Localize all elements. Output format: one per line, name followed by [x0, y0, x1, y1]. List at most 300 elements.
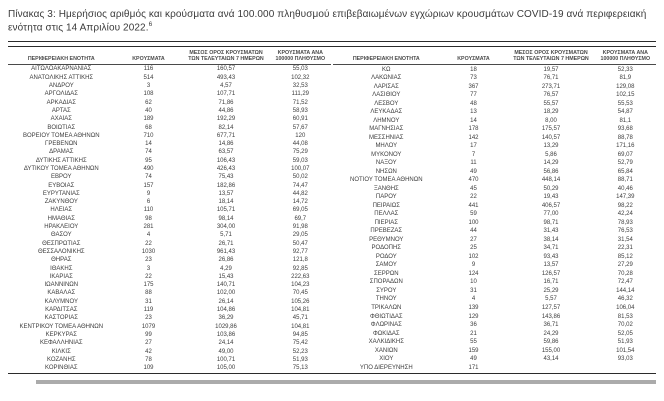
table-row — [8, 124, 331, 132]
value-cell: 57,67 — [292, 124, 308, 131]
table-row — [8, 206, 331, 214]
value-cell: 426,43 — [216, 165, 236, 172]
value-cell: 38,14 — [543, 236, 559, 243]
value-cell: 105,71 — [216, 207, 236, 214]
value-cell: 273,71 — [541, 83, 561, 90]
value-cell: 1030 — [141, 248, 156, 255]
value-cell: 104,86 — [216, 307, 236, 314]
value-cell: 88,78 — [617, 134, 633, 141]
value-cell: 18,29 — [543, 109, 559, 116]
column-header-cases: ΚΡΟΥΣΜΑΤΑ — [440, 50, 508, 65]
region-name-cell: ΑΡΤΑΣ — [51, 107, 71, 114]
table-row — [333, 202, 656, 211]
value-cell: 4 — [146, 232, 151, 239]
region-name-cell: ΗΛΕΙΑΣ — [50, 207, 73, 214]
value-cell: 4,57 — [220, 83, 232, 90]
value-cell: 71,86 — [218, 99, 234, 106]
table-row — [8, 306, 331, 314]
value-cell: 17 — [470, 143, 477, 150]
value-cell: 76,57 — [543, 92, 559, 99]
value-cell: 100 — [468, 219, 479, 226]
region-name-cell: ΜΥΚΟΝΟΥ — [371, 151, 402, 158]
table-row — [333, 244, 656, 253]
value-cell: 1079 — [141, 323, 156, 330]
value-cell: 192,29 — [216, 116, 236, 123]
table-row — [8, 223, 331, 231]
value-cell: 106,04 — [616, 304, 635, 311]
region-name-cell: ΦΘΙΩΤΙΔΑΣ — [369, 313, 403, 320]
value-cell: 110 — [143, 207, 154, 214]
table-row — [333, 100, 656, 109]
value-cell: 44,86 — [218, 107, 234, 114]
region-name-cell: ΚΑΒΑΛΑΣ — [47, 290, 76, 297]
table-row — [333, 329, 656, 338]
value-cell: 25,29 — [543, 287, 559, 294]
value-cell: 126,57 — [541, 270, 561, 277]
value-cell: 69,07 — [617, 151, 633, 158]
table-row — [8, 231, 331, 239]
region-name-cell: ΒΟΙΩΤΙΑΣ — [47, 124, 76, 131]
value-cell: 4 — [471, 296, 476, 303]
value-cell: 143,86 — [541, 313, 561, 320]
region-name-cell: ΘΕΣΠΡΩΤΙΑΣ — [42, 240, 81, 247]
value-cell: 104,81 — [291, 307, 310, 314]
value-cell: 121,8 — [292, 257, 308, 264]
value-cell: 51,93 — [617, 339, 633, 346]
value-cell: 3 — [146, 83, 151, 90]
value-cell: 304,00 — [216, 224, 236, 231]
value-cell: 5,57 — [545, 296, 557, 303]
value-cell: 102 — [468, 253, 479, 260]
table-row — [8, 314, 331, 322]
value-cell: 44,08 — [292, 141, 308, 148]
value-cell: 406,57 — [541, 202, 561, 209]
region-name-cell: ΠΕΛΛΑΣ — [374, 211, 399, 218]
value-cell: 26,86 — [218, 257, 234, 264]
top-divider-line-2 — [8, 46, 656, 47]
table-row — [333, 219, 656, 228]
column-header-per-100k: ΚΡΟΥΣΜΑΤΑ ΑΝΑ 100000 ΠΛΗΘΥΣΜΟ — [595, 50, 656, 65]
table-row — [8, 99, 331, 107]
top-divider-line-1 — [8, 41, 656, 42]
table-row — [333, 176, 656, 185]
value-cell: 31 — [470, 287, 477, 294]
value-cell: 139 — [468, 304, 479, 311]
table-row — [8, 240, 331, 248]
value-cell: 23 — [145, 315, 152, 322]
value-cell: 102,15 — [616, 92, 635, 99]
value-cell: 98,71 — [543, 219, 559, 226]
value-cell: 31,54 — [617, 236, 633, 243]
table-row — [8, 65, 331, 74]
value-cell: 69,05 — [292, 207, 308, 214]
value-cell: 144,14 — [616, 287, 635, 294]
value-cell: 75,29 — [292, 149, 308, 156]
value-cell: 140,71 — [216, 282, 236, 289]
region-name-cell: ΑΡΚΑΔΙΑΣ — [46, 99, 76, 106]
value-cell: 74 — [145, 149, 152, 156]
region-name-cell: ΠΕΙΡΑΙΩΣ — [372, 202, 400, 209]
column-header-7day-average: ΜΕΣΟΣ ΟΡΟΣ ΚΡΟΥΣΜΑΤΩΝ ΤΩΝ ΤΕΛΕΥΤΑΙΩΝ 7 ΗΜΕΡΩΝ — [182, 50, 269, 65]
value-cell: 75,42 — [292, 340, 308, 347]
region-name-cell: ΧΑΛΚΙΔΙΚΗΣ — [368, 339, 404, 346]
table-row — [333, 108, 656, 117]
region-name-cell: ΘΑΣΟΥ — [50, 232, 72, 239]
value-cell: 52,33 — [617, 66, 633, 73]
region-name-cell: ΛΗΜΝΟΥ — [373, 117, 400, 124]
value-cell: 70,45 — [292, 290, 308, 297]
value-cell: 59 — [470, 211, 477, 218]
value-cell: 9 — [146, 190, 151, 197]
value-cell: 36 — [470, 322, 477, 329]
value-cell: 961,43 — [216, 248, 236, 255]
table-row — [8, 157, 331, 165]
value-cell: 49,00 — [218, 348, 234, 355]
table-row — [333, 287, 656, 296]
table-row — [8, 173, 331, 181]
region-name-cell: ΑΝΔΡΟΥ — [48, 83, 74, 90]
value-cell: 281 — [143, 224, 154, 231]
value-cell: 25 — [470, 245, 477, 252]
value-cell: 448,14 — [541, 177, 561, 184]
region-name-cell: ΚΑΣΤΟΡΙΑΣ — [44, 315, 78, 322]
value-cell: 100,71 — [216, 356, 236, 363]
value-cell: 109 — [143, 365, 154, 372]
table-row — [8, 74, 331, 82]
value-cell: 82,14 — [218, 124, 234, 131]
value-cell: 102,00 — [216, 290, 236, 297]
value-cell: 106,43 — [216, 157, 236, 164]
value-cell: 88 — [145, 290, 152, 297]
value-cell: 21 — [470, 330, 477, 337]
table-row — [8, 356, 331, 364]
table-row — [333, 185, 656, 194]
value-cell: 55,57 — [543, 100, 559, 107]
value-cell: 102,32 — [291, 74, 310, 81]
value-cell: 71,52 — [292, 99, 308, 106]
table-row — [8, 348, 331, 356]
table-row — [333, 363, 656, 372]
column-header-cases: ΚΡΟΥΣΜΑΤΑ — [115, 50, 183, 65]
table-row — [333, 261, 656, 270]
table-row — [8, 82, 331, 90]
value-cell: 175,57 — [541, 126, 561, 133]
header-row — [8, 50, 331, 65]
region-name-cell: ΦΩΚΙΔΑΣ — [372, 330, 400, 337]
value-cell: 36,71 — [543, 322, 559, 329]
value-cell: 13,57 — [543, 262, 559, 269]
value-cell: 24,29 — [543, 330, 559, 337]
value-cell: 69,7 — [294, 215, 307, 222]
header-row — [333, 50, 656, 65]
table-row — [8, 256, 331, 264]
table-row — [333, 253, 656, 262]
region-name-cell: ΥΠΟ ΔΙΕΡΕΥΝΗΣΗ — [359, 364, 413, 371]
table-row — [333, 270, 656, 279]
value-cell: 14,72 — [292, 199, 308, 206]
value-cell: 470 — [468, 177, 479, 184]
value-cell: 101,54 — [616, 347, 635, 354]
region-name-cell: ΗΡΑΚΛΕΙΟΥ — [44, 224, 79, 231]
table-row — [8, 182, 331, 190]
value-cell: 93,03 — [617, 356, 633, 363]
value-cell: 77,00 — [543, 211, 559, 218]
value-cell: 22 — [470, 194, 477, 201]
value-cell: 93,43 — [543, 253, 559, 260]
value-cell: 5,86 — [545, 151, 557, 158]
value-cell: 70,02 — [617, 322, 633, 329]
value-cell: 124 — [468, 270, 479, 277]
region-name-cell: ΚΑΡΔΙΤΣΑΣ — [45, 307, 78, 314]
value-cell: 59,86 — [543, 339, 559, 346]
table-row — [333, 193, 656, 202]
value-cell: 74,47 — [292, 182, 308, 189]
region-name-cell: ΚΩ — [382, 66, 391, 73]
value-cell: 92,85 — [292, 265, 308, 272]
value-cell: 100,07 — [291, 165, 310, 172]
table-row — [333, 168, 656, 177]
value-cell: 26,71 — [218, 240, 234, 247]
value-cell: 129 — [468, 313, 479, 320]
value-cell: 73 — [470, 75, 477, 82]
region-name-cell: ΧΙΟΥ — [379, 356, 394, 363]
value-cell: 55 — [470, 339, 477, 346]
value-cell: 93,68 — [617, 126, 633, 133]
value-cell: 107,71 — [216, 91, 236, 98]
region-name-cell: ΡΟΔΟΠΗΣ — [371, 245, 402, 252]
value-cell: 142 — [468, 134, 479, 141]
value-cell: 50,47 — [292, 240, 308, 247]
region-name-cell: ΑΝΑΤΟΛΙΚΗΣ ΑΤΤΙΚΗΣ — [29, 74, 94, 81]
value-cell: 22 — [145, 240, 152, 247]
value-cell: 9 — [471, 262, 476, 269]
value-cell: 22,31 — [617, 245, 633, 252]
value-cell: 31 — [145, 298, 152, 305]
value-cell: 58,93 — [292, 107, 308, 114]
value-cell: 6 — [146, 199, 151, 206]
region-name-cell: ΙΘΑΚΗΣ — [50, 265, 73, 272]
value-cell: 81,53 — [617, 313, 633, 320]
value-cell: 54,87 — [617, 109, 633, 116]
value-cell: 91,98 — [292, 224, 308, 231]
value-cell: 4,29 — [220, 265, 232, 272]
value-cell: 52,05 — [617, 330, 633, 337]
value-cell — [595, 363, 656, 372]
table-row — [8, 298, 331, 306]
value-cell: 108 — [143, 91, 154, 98]
value-cell: 11 — [470, 160, 477, 167]
value-cell: 147,39 — [616, 194, 635, 201]
region-name-cell: ΠΑΡΟΥ — [375, 194, 397, 201]
table-row — [333, 125, 656, 134]
region-name-cell: ΣΥΡΟΥ — [376, 287, 397, 294]
region-name-cell: ΗΜΑΘΙΑΣ — [47, 215, 75, 222]
value-cell: 31,43 — [543, 228, 559, 235]
region-name-cell: ΠΙΕΡΙΑΣ — [374, 219, 398, 226]
value-cell: 99 — [145, 331, 152, 338]
value-cell: 70,28 — [617, 270, 633, 277]
value-cell: 105,26 — [291, 298, 310, 305]
value-cell: 98 — [145, 215, 152, 222]
value-cell: 63,57 — [218, 149, 234, 156]
value-cell: 36,29 — [218, 315, 234, 322]
value-cell: 98,22 — [617, 202, 633, 209]
table-row — [333, 312, 656, 321]
region-name-cell: ΚΟΖΑΝΗΣ — [47, 356, 76, 363]
value-cell: 24,14 — [218, 340, 234, 347]
region-name-cell: ΛΕΣΒΟΥ — [374, 100, 399, 107]
value-cell: 13 — [470, 109, 477, 116]
value-cell: 127,57 — [541, 304, 561, 311]
table-row — [8, 289, 331, 297]
table-row — [333, 65, 656, 74]
region-name-cell: ΑΧΑΪΑΣ — [50, 116, 72, 123]
value-cell: 40,46 — [617, 185, 633, 192]
value-cell: 62 — [145, 99, 152, 106]
value-cell: 14,86 — [218, 141, 234, 148]
table-row — [333, 304, 656, 313]
region-name-cell: ΡΕΘΥΜΝΟΥ — [369, 236, 404, 243]
value-cell: 42 — [145, 348, 152, 355]
value-cell: 155,00 — [541, 347, 561, 354]
value-cell: 50,02 — [292, 174, 308, 181]
table-row — [8, 265, 331, 273]
value-cell: 75,43 — [218, 174, 234, 181]
value-cell: 13,57 — [218, 190, 234, 197]
region-name-cell: ΛΑΡΙΣΑΣ — [373, 83, 399, 90]
value-cell: 27,29 — [617, 262, 633, 269]
region-name-cell: ΣΠΟΡΑΔΩΝ — [369, 279, 403, 286]
value-cell: 27 — [470, 236, 477, 243]
region-name-cell: ΝΗΣΩΝ — [375, 168, 397, 175]
cases-table-left — [8, 50, 331, 373]
table-row — [8, 323, 331, 331]
table-row — [8, 198, 331, 206]
value-cell: 49 — [470, 168, 477, 175]
region-name-cell: ΙΚΑΡΙΑΣ — [49, 273, 73, 280]
table-row — [333, 321, 656, 330]
value-cell: 50,29 — [543, 185, 559, 192]
region-name-cell: ΔΥΤΙΚΗΣ ΑΤΤΙΚΗΣ — [35, 157, 87, 164]
region-name-cell: ΙΩΑΝΝΙΝΩΝ — [44, 282, 79, 289]
value-cell: 111,29 — [291, 91, 310, 98]
value-cell: 159 — [468, 347, 479, 354]
value-cell: 16,71 — [543, 279, 559, 286]
value-cell: 60,91 — [292, 116, 308, 123]
region-name-cell: ΕΒΡΟΥ — [51, 174, 72, 181]
tables-container — [8, 50, 656, 373]
value-cell: 14 — [145, 141, 152, 148]
value-cell: 189 — [143, 116, 154, 123]
value-cell: 493,43 — [216, 74, 236, 81]
value-cell: 13,29 — [543, 143, 559, 150]
table-row — [8, 273, 331, 281]
region-name-cell: ΧΑΝΙΩΝ — [374, 347, 398, 354]
region-name-cell: ΔΡΑΜΑΣ — [49, 149, 74, 156]
value-cell: 81,1 — [619, 117, 632, 124]
value-cell: 119 — [143, 307, 154, 314]
value-cell: 51,93 — [292, 356, 308, 363]
table-row — [8, 115, 331, 123]
region-name-cell: ΕΥΒΟΙΑΣ — [48, 182, 75, 189]
value-cell: 710 — [143, 132, 154, 139]
table-row — [8, 339, 331, 347]
table-row — [8, 148, 331, 156]
region-name-cell: ΕΥΡΥΤΑΝΙΑΣ — [42, 190, 80, 197]
value-cell: 103,86 — [216, 331, 236, 338]
value-cell: 45,71 — [292, 315, 308, 322]
value-cell: 72,47 — [617, 279, 633, 286]
table-row — [333, 236, 656, 245]
value-cell: 14 — [470, 117, 477, 124]
value-cell: 22 — [145, 273, 152, 280]
value-cell: 104,81 — [291, 323, 310, 330]
table-row — [333, 117, 656, 126]
value-cell: 52,79 — [617, 160, 633, 167]
value-cell: 81,9 — [619, 75, 632, 82]
table-row — [333, 151, 656, 160]
value-cell: 76,53 — [617, 228, 633, 235]
value-cell: 140,57 — [541, 134, 561, 141]
region-name-cell: ΜΕΣΣΗΝΙΑΣ — [369, 134, 404, 141]
column-header-per-100k: ΚΡΟΥΣΜΑΤΑ ΑΝΑ 100000 ΠΛΗΘΥΣΜΟ — [270, 50, 331, 65]
column-header-region: ΠΕΡΙΦΕΡΕΙΑΚΗ ΕΝΟΤΗΤΑ — [8, 50, 115, 65]
table-row — [333, 82, 656, 91]
region-name-cell: ΑΡΓΟΛΙΔΑΣ — [44, 91, 78, 98]
value-cell: 116 — [143, 66, 154, 73]
table-row — [8, 331, 331, 339]
region-name-cell: ΓΡΕΒΕΝΩΝ — [45, 141, 78, 148]
value-cell: 94,85 — [292, 331, 308, 338]
value-cell: 65,84 — [617, 168, 633, 175]
region-name-cell: ΝΟΤΙΟΥ ΤΟΜΕΑ ΑΘΗΝΩΝ — [350, 177, 423, 184]
value-cell: 7 — [471, 151, 476, 158]
region-name-cell: ΚΟΡΙΝΘΙΑΣ — [45, 365, 78, 372]
cases-table-right — [333, 50, 656, 373]
value-cell: 175 — [143, 282, 154, 289]
value-cell: 45 — [470, 185, 477, 192]
table-row — [333, 295, 656, 304]
region-name-cell: ΣΕΡΡΩΝ — [374, 270, 399, 277]
table-row — [8, 190, 331, 198]
value-cell: 78 — [145, 356, 152, 363]
table-row — [333, 355, 656, 364]
region-name-cell: ΚΑΛΥΜΝΟΥ — [44, 298, 78, 305]
region-name-cell: ΣΑΜΟΥ — [375, 262, 397, 269]
region-name-cell: ΜΑΓΝΗΣΙΑΣ — [369, 126, 404, 133]
value-cell: 5,71 — [220, 232, 232, 239]
table-row — [8, 90, 331, 98]
value-cell: 52,23 — [292, 348, 308, 355]
table-row — [333, 142, 656, 151]
region-name-cell: ΚΕΦΑΛΛΗΝΙΑΣ — [39, 340, 83, 347]
region-name-cell: ΔΥΤΙΚΟΥ ΤΟΜΕΑ ΑΘΗΝΩΝ — [23, 165, 99, 172]
table-row — [333, 210, 656, 219]
region-name-cell: ΦΛΩΡΙΝΑΣ — [370, 322, 402, 329]
value-cell: 171 — [468, 364, 479, 371]
region-name-cell: ΘΕΣΣΑΛΟΝΙΚΗΣ — [37, 248, 85, 255]
value-cell: 171,16 — [616, 143, 635, 150]
value-cell: 68 — [145, 124, 152, 131]
value-cell: 10 — [470, 279, 477, 286]
table-row — [8, 165, 331, 173]
region-name-cell: ΛΑΣΙΘΙΟΥ — [372, 92, 401, 99]
value-cell: 78,93 — [617, 219, 633, 226]
table-row — [333, 159, 656, 168]
region-name-cell: ΚΕΡΚΥΡΑΣ — [45, 331, 77, 338]
table-row — [333, 338, 656, 347]
value-cell: 56,86 — [543, 168, 559, 175]
